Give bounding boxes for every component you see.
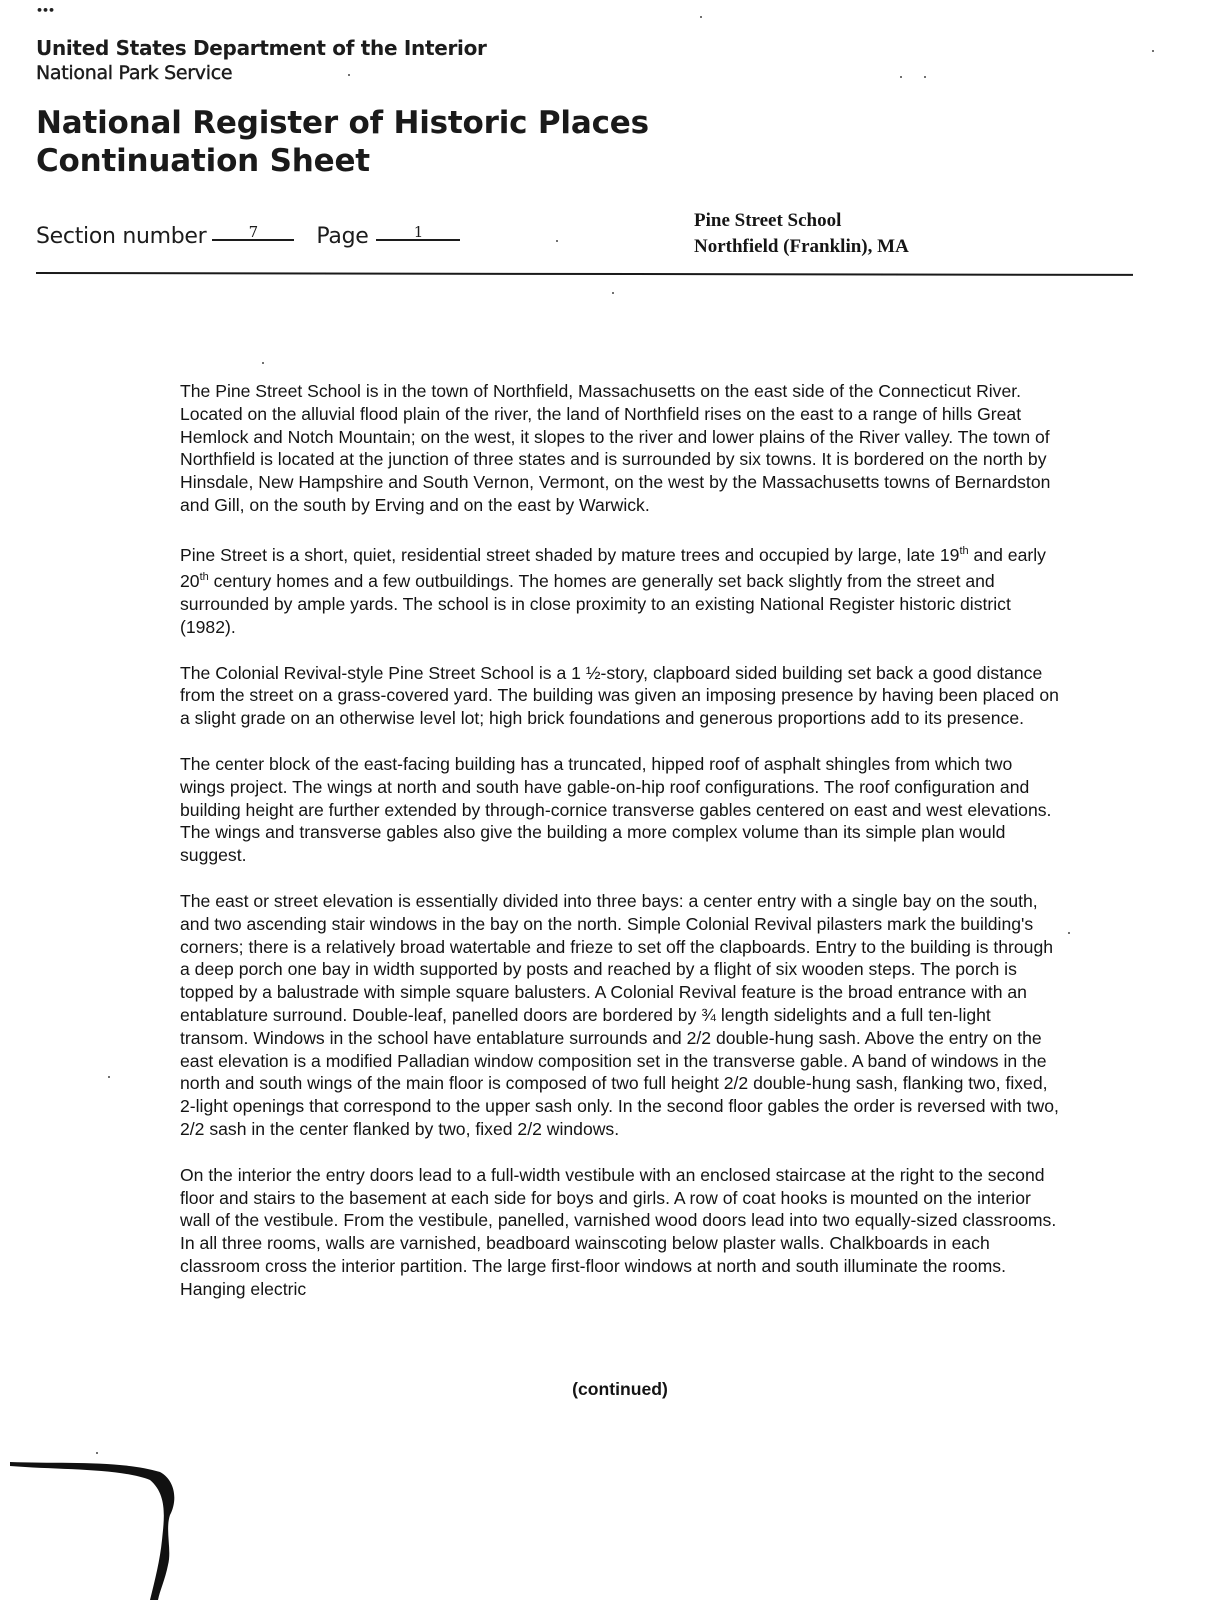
agency-service: National Park Service: [36, 62, 233, 84]
property-location: Northfield (Franklin), MA: [694, 236, 909, 257]
form-title-line1: National Register of Historic Places: [36, 105, 649, 141]
section-page-line: [36, 224, 460, 249]
form-title: [36, 104, 649, 180]
continued-label: (continued): [572, 1379, 668, 1399]
section-number-label: Section number: [36, 224, 207, 249]
property-name: Pine Street School: [694, 210, 842, 231]
corner-mark: •••: [36, 4, 55, 17]
agency-department: United States Department of the Interior: [36, 36, 487, 60]
paragraph-east-elevation: The east or street elevation is essentially divided into three bays: a center entry with a single bay on the south, and two ascending stair windows in the bay on the north. Simple Colonial Revival pilasters mark the building's corners; there is a relatively broad watertable and frieze to set off the clapboards. Entry to the building is through a deep porch one bay in width supported by posts and reached by a flight of six wooden steps. The porch is topped by a balustrade with simple square balusters. A Colonial Revival feature is the broad entrance with an entablature surround. Double-leaf, panelled doors are bordered by ¾ length sidelights and a full ten-light transom. Windows in the school have entablature surrounds and 2/2 double-hung sash. Above the entry on the east elevation is a modified Palladian window composition set in the transverse gable. A band of windows in the north and south wings of the main floor is composed of two full height 2/2 double-hung sash, flanking two, fixed, 2-light openings that correspond to the upper sash only. In the second floor gables the order is reversed with two, 2/2 sash in the center flanked by two, fixed 2/2 windows.: [180, 891, 1059, 1140]
header-rule: [36, 272, 1133, 276]
ordinal-superscript: th: [199, 571, 209, 584]
paragraph-street: Pine Street is a short, quiet, residential street shaded by mature trees and occupied by large, late 19th and early 20th century homes and a few outbuildings. The homes are generally set back slightly from the street and surrounded by ample yards. The school is in close proximity to an existing National Register historic district (1982).: [180, 544, 1046, 637]
body-text: [180, 380, 1060, 1324]
property-block: [694, 208, 909, 260]
paragraph-setting: The Pine Street School is in the town of Northfield, Massachusetts on the east side of the Connecticut River. Located on the alluvial flood plain of the river, the land of Northfield rises on the east to a range of hills Great Hemlock and Notch Mountain; on the west, it slopes to the river and lower plains of the River valley. The town of Northfield is located at the junction of three states and is surrounded by six towns. It is bordered on the north by Hinsdale, New Hampshire and South Vernon, Vermont, on the west by the Massachusetts towns of Bernardston and Gill, on the south by Erving and on the east by Warwick.: [180, 381, 1051, 515]
section-number-value: 7: [212, 225, 294, 241]
page-label: Page: [316, 224, 369, 249]
paragraph-roof: The center block of the east-facing building has a truncated, hipped roof of asphalt shingles from which two wings project. The wings at north and south have gable-on-hip roof configurations. The roof configuration and building height are further extended by through-cornice transverse gables centered on east and west elevations. The wings and transverse gables also give the building a more complex volume than its simple plan would suggest.: [180, 754, 1052, 866]
paragraph-style: The Colonial Revival-style Pine Street School is a 1 ½-story, clapboard sided building set back a good distance from the street on a grass-covered yard. The building was given an imposing presence by having been placed on a slight grade on an otherwise level lot; high brick foundations and generous proportions add to its presence.: [180, 662, 1059, 729]
paragraph-interior: On the interior the entry doors lead to a full-width vestibule with an enclosed staircase at the right to the second floor and stairs to the basement at each side for boys and girls. A row of coat hooks is mounted on the interior wall of the vestibule. From the vestibule, panelled, varnished wood doors lead into two equally-sized classrooms. In all three rooms, walls are varnished, beadboard wainscoting below plaster walls. Chalkboards in each classroom cross the interior partition. The large first-floor windows at north and south illuminate the rooms. Hanging electric: [180, 1164, 1057, 1299]
scan-edge-mark: [0, 1440, 200, 1600]
ordinal-superscript: th: [959, 544, 969, 557]
agency-block: [36, 36, 487, 86]
page-number-value: 1: [376, 225, 460, 241]
form-title-line2: Continuation Sheet: [36, 143, 370, 179]
